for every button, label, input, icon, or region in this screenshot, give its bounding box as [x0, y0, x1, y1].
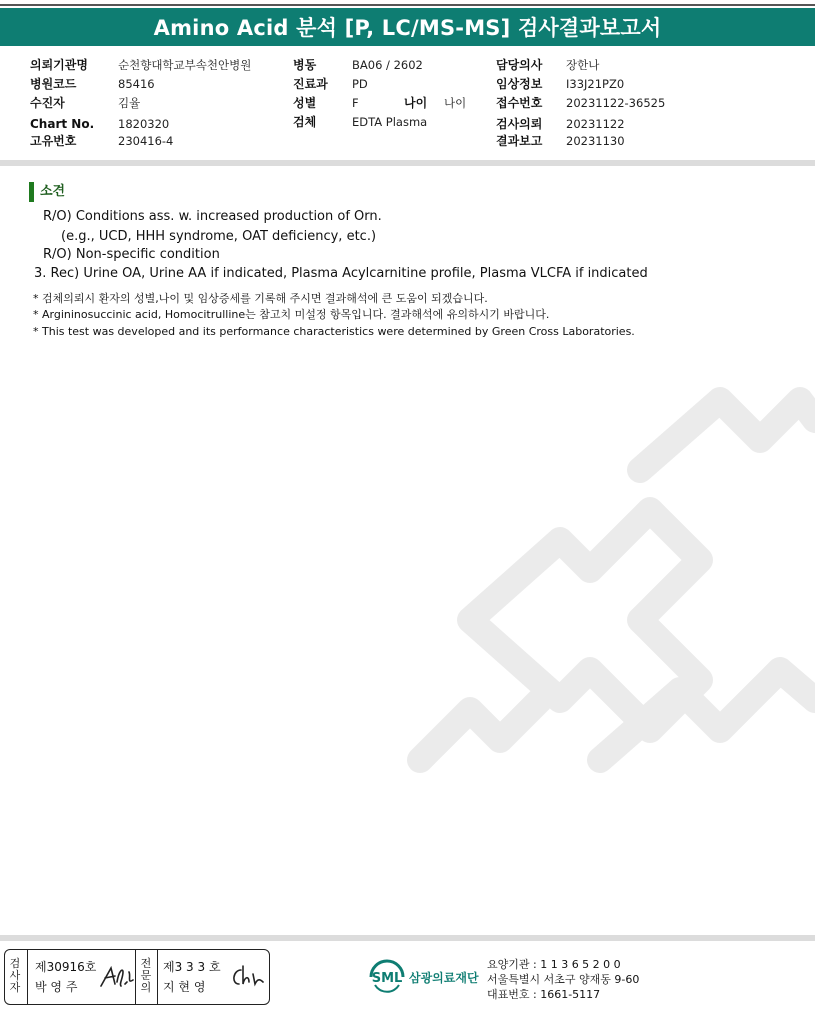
note-line-2: * Argininosuccinic acid, Homocitrulline는 참고치 미설정 항목입니다. 결과해석에 유의하시기 바랍니다.	[33, 308, 550, 321]
specialist-label-char-2: 문	[140, 969, 152, 982]
label-specimen: 검체	[293, 115, 317, 129]
label-chart-no: Chart No.	[30, 117, 95, 131]
examiner-label-char-1: 검	[9, 957, 21, 970]
value-requesting-institution: 순천향대학교부속천안병원	[118, 58, 252, 72]
institution-phone: 대표번호 : 1661-5117	[487, 988, 601, 1001]
institution-code: 요양기관 : 1 1 3 6 5 2 0 0	[487, 958, 621, 971]
specialist-license-number: 제3 3 3 호	[163, 960, 221, 974]
sml-logo	[365, 955, 485, 999]
value-unique-no: 230416-4	[118, 134, 174, 148]
value-clinical-info: I33J21PZ0	[566, 77, 625, 91]
label-ward: 병동	[293, 58, 317, 72]
value-result-report-date: 20231130	[566, 134, 625, 148]
examiner-vertical-label	[8, 958, 22, 994]
label-unique-no: 고유번호	[30, 134, 77, 148]
value-department: PD	[352, 77, 368, 91]
label-physician: 담당의사	[496, 58, 543, 72]
label-clinical-info: 임상정보	[496, 77, 543, 91]
value-patient-name: 김율	[118, 96, 141, 110]
specialist-signature	[227, 962, 265, 992]
specialist-name: 지 현 영	[163, 980, 206, 994]
label-age: 나이	[404, 96, 428, 110]
signature-box	[4, 949, 270, 1005]
examiner-license-number: 제30916호	[35, 960, 97, 974]
value-ward: BA06 / 2602	[352, 58, 423, 72]
patient-info-section	[0, 54, 815, 154]
label-department: 진료과	[293, 77, 328, 91]
finding-line-2: (e.g., UCD, HHH syndrome, OAT deficiency, etc.)	[61, 229, 377, 244]
report-title: Amino Acid 분석 [P, LC/MS-MS] 검사결과보고서	[0, 8, 815, 46]
finding-line-3: R/O) Non-specific condition	[43, 247, 220, 262]
specialist-vertical-label	[139, 958, 153, 994]
sml-logo-mark-icon	[365, 955, 409, 999]
value-test-request-date: 20231122	[566, 117, 625, 131]
examiner-label-char-3: 자	[9, 981, 21, 994]
note-line-3: * This test was developed and its performance characteristics were determined by Green Cross Laboratories.	[33, 325, 635, 338]
institution-address: 서울특별시 서초구 양재동 9-60	[487, 973, 640, 986]
finding-line-4: 3. Rec) Urine OA, Urine AA if indicated, Plasma Acylcarnitine profile, Plasma VLCFA if indicated	[34, 266, 648, 281]
label-requesting-institution: 의뢰기관명	[30, 58, 88, 72]
value-specimen: EDTA Plasma	[352, 115, 428, 129]
examiner-label-char-2: 사	[9, 969, 21, 982]
value-hospital-code: 85416	[118, 77, 155, 91]
label-result-report-date: 결과보고	[496, 134, 543, 148]
label-receipt-no: 접수번호	[496, 96, 543, 110]
sign-divider-3	[157, 950, 158, 1004]
footer-divider	[0, 935, 815, 941]
label-sex: 성별	[293, 96, 317, 110]
findings-title: 소견	[29, 182, 65, 202]
value-age: 나이	[444, 96, 467, 110]
note-line-1: * 검체의뢰시 환자의 성별,나이 및 임상증세를 기록해 주시면 결과해석에 큰 도움이 되겠습니다.	[33, 292, 488, 305]
specialist-label-char-3: 의	[140, 981, 152, 994]
sign-divider-2	[135, 950, 136, 1004]
label-patient-name: 수진자	[30, 96, 65, 110]
sign-divider-1	[27, 950, 28, 1004]
examiner-name: 박 영 주	[35, 980, 78, 994]
value-chart-no: 1820320	[118, 117, 170, 131]
value-receipt-no: 20231122-36525	[566, 96, 666, 110]
specialist-label-char-1: 전	[140, 957, 152, 970]
sml-logo-name: 삼광의료재단	[409, 971, 479, 985]
examiner-signature	[97, 962, 137, 992]
section-divider	[0, 160, 815, 166]
label-test-request-date: 검사의뢰	[496, 117, 543, 131]
label-hospital-code: 병원코드	[30, 77, 77, 91]
finding-line-1: R/O) Conditions ass. w. increased production of Orn.	[43, 209, 382, 224]
sml-logo-abbr: SML	[371, 971, 403, 986]
top-border-line	[0, 4, 815, 6]
value-physician: 장한나	[566, 58, 600, 72]
value-sex: F	[352, 96, 359, 110]
